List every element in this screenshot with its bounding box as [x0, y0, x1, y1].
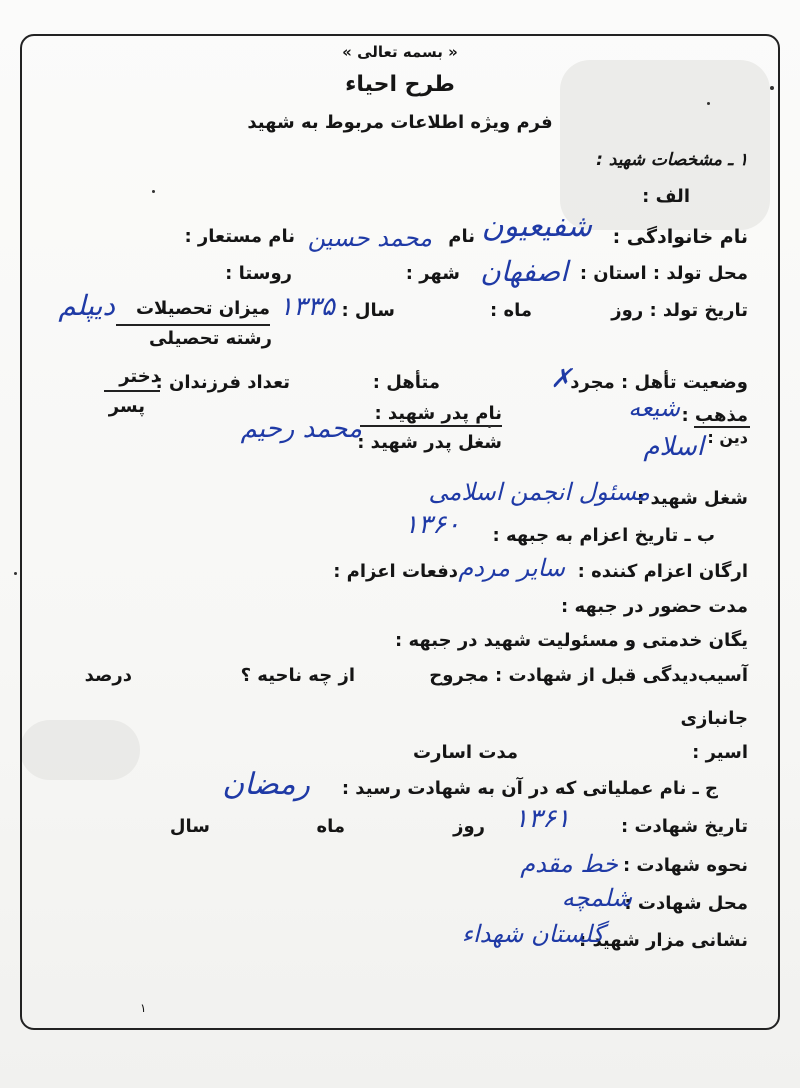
dispatch-date-label: ب ـ تاریخ اعزام به جبهه : [492, 525, 715, 546]
first-name-value: محمد حسین [307, 224, 432, 252]
martyrdom-year-label: سال [169, 816, 210, 837]
children-daughter-label: دختر [119, 366, 160, 387]
part-a-label: الف : [642, 186, 690, 207]
field-of-study-label: رشته تحصیلی [149, 328, 272, 349]
birthdate-label: تاریخ تولد : روز [611, 300, 748, 321]
dispatch-date-value: ۱۳۶۰ [404, 510, 460, 540]
birth-month-label: ماه : [490, 300, 532, 321]
scan-speck [770, 86, 774, 90]
unit-responsibility-label: یگان خدمتی و مسئولیت شهید در جبهه : [395, 630, 748, 651]
dispatch-org-label: ارگان اعزام کننده : [577, 561, 748, 582]
martyrdom-day-label: روز [453, 816, 485, 837]
disability-label: جانبازی [680, 708, 748, 729]
injury-area-label: از چه ناحیه ؟ [240, 665, 355, 686]
birth-year-label: سال : [341, 300, 395, 321]
scan-speck [14, 572, 17, 575]
operation-label: ج ـ نام عملیاتی که در آن به شهادت رسید : [341, 778, 718, 799]
scan-speck [488, 425, 491, 428]
occupation-label: شغل شهید : [637, 488, 748, 509]
disability-percent-label: درصد [84, 665, 132, 686]
birthplace-label: محل تولد : استان : [579, 263, 748, 284]
alias-label: نام مستعار : [184, 226, 295, 247]
martyrdom-place-label: محل شهادت : [624, 893, 748, 914]
single-check-mark: ✗ [550, 364, 572, 394]
section1-heading: ۱ ـ مشخصات شهید : [596, 150, 748, 170]
project-title: طرح احیاء [345, 72, 455, 97]
grave-address-label: نشانی مزار شهید : [578, 930, 748, 951]
father-name-underline [360, 425, 502, 427]
bismillah-heading: « بسمه تعالی » [342, 43, 458, 61]
martyrdom-place-value: شلمچه [561, 884, 632, 912]
page-mark: ۱ [140, 1001, 147, 1015]
birth-year-value: ۱۳۳۵ [279, 292, 335, 322]
birth-village-label: روستا : [225, 263, 292, 284]
family-name-label: نام خانوادگی : [612, 226, 748, 248]
children-fraction-line [104, 390, 160, 392]
dispatch-count-label: دفعات اعزام : [333, 561, 458, 582]
father-job-label: شغل پدر شهید : [357, 432, 502, 453]
sect-value: شیعه [628, 394, 680, 422]
form-title: فرم ویژه اطلاعات مربوط به شهید [247, 112, 553, 133]
children-count-label: تعداد فرزندان : [155, 372, 290, 393]
front-duration-label: مدت حضور در جبهه : [561, 596, 748, 617]
captivity-duration-label: مدت اسارت [413, 742, 518, 763]
scan-speck [707, 102, 710, 105]
occupation-value: مسئول انجمن اسلامی [428, 478, 650, 506]
children-son-label: پسر [108, 396, 145, 417]
sect-label: مذهب : [681, 405, 748, 426]
religion-value: اسلام [643, 432, 704, 462]
martyrdom-date-label: تاریخ شهادت : [620, 816, 748, 837]
birth-province-value: اصفهان [480, 255, 568, 288]
education-label: میزان تحصیلات [135, 298, 270, 319]
education-value: دیپلم [58, 289, 115, 322]
marital-label: وضعیت تأهل : مجرد [570, 372, 748, 393]
martyrdom-month-label: ماه [316, 816, 345, 837]
father-name-value: محمد رحیم [240, 414, 362, 444]
education-fraction-line [116, 324, 270, 326]
first-name-label: نام [448, 226, 475, 247]
martyrdom-manner-label: نحوه شهادت : [622, 855, 748, 876]
injury-label: آسیب‌دیدگی قبل از شهادت : مجروح [429, 665, 748, 686]
father-name-label: نام پدر شهید : [374, 403, 502, 424]
dispatch-org-value: سایر مردم [458, 554, 565, 582]
martyrdom-manner-value: خط مقدم [520, 850, 618, 878]
married-label: متأهل : [372, 372, 440, 393]
martyrdom-year-value: ۱۳۶۱ [514, 804, 570, 834]
operation-value: رمضان [222, 767, 310, 802]
grave-address-value: گلستان شهداء [461, 920, 604, 948]
family-name-value: شفیعیون [481, 209, 592, 244]
religion-label: دین : [707, 428, 748, 447]
captivity-label: اسیر : [692, 742, 748, 763]
scan-speck [152, 190, 155, 193]
birth-city-label: شهر : [405, 263, 460, 284]
